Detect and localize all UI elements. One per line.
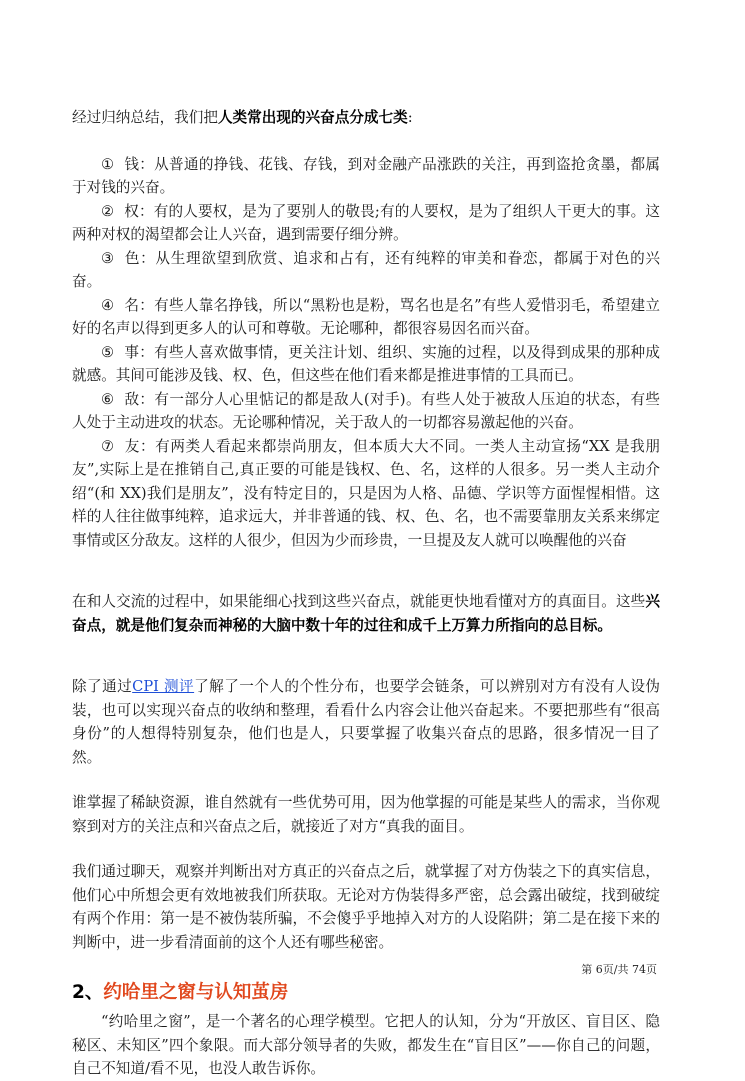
page-number-footer: 第 6页/共 74页 (581, 963, 657, 976)
list-item (72, 247, 660, 294)
paragraph-text: 了解了一个人的个性分布，也要学会链条，可以辨别对方有没有人设伪装，也可以实现兴奋点的收纳和整理，看看什么内容会让他兴奋起来。不要把那些有“很高身份”的人想得特别复杂，他们也是人，只要掌握了收集兴奋点的思路，很多情况一目了然。 (72, 678, 660, 766)
item-number: ③ (101, 249, 115, 267)
intro-colon: : (407, 109, 413, 126)
intro-text: 经过归纳总结，我们把 (72, 109, 218, 126)
list-item (72, 435, 660, 553)
item-text: 色：从生理欲望到欣赏、追求和占有，还有纯粹的审美和眷恋，都属于对色的兴奋。 (72, 249, 660, 290)
paragraph-bold-text: 兴奋点，就是他们复杂而神秘的大脑中数十年的过往和成千上万算力所指向的总目标。 (72, 593, 660, 634)
paragraph-text: 在和人交流的过程中，如果能细心找到这些兴奋点，就能更快地看懂对方的真面目。这些 (72, 593, 646, 610)
item-number: ⑦ (101, 437, 115, 455)
list-item (72, 388, 660, 435)
item-text: 敌：有一部分人心里惦记的都是敌人(对手)。有些人处于被敌人压迫的状态，有些人处于主动进攻的状态。无论哪种情况，关于敌人的一切都容易激起他的兴奋。 (72, 390, 661, 431)
section-number: 2、 (72, 982, 104, 1003)
section-heading (72, 980, 660, 1006)
cpi-assessment-link[interactable]: CPI 测评 (132, 678, 195, 695)
item-text: 权：有的人要权，是为了要别人的敬畏;有的人要权，是为了组织人干更大的事。这两种对权的渴望都会让人兴奋，遇到需要仔细分辨。 (72, 202, 661, 243)
list-item (72, 294, 660, 341)
item-number: ⑥ (101, 390, 115, 408)
item-number: ② (101, 202, 115, 220)
paragraph-disguise: 我们通过聊天，观察并判断出对方真正的兴奋点之后，就掌握了对方伪装之下的真实信息，他们心中所想会更有效地被我们所获取。无论对方伪装得多严密，总会露出破绽，找到破绽有两个作用：第一是不被伪装所骗，不会傻乎乎地掉入对方的人设陷阱；第二是在接下来的判断中，进一步看清面前的这个人还有哪些秘密。 (72, 863, 660, 951)
item-number: ① (101, 155, 115, 173)
paragraph-excitement-points (72, 590, 660, 637)
item-number: ④ (101, 296, 115, 314)
paragraph-text: 除了通过 (72, 678, 133, 695)
item-text: 名：有些人靠名挣钱，所以“黑粉也是粉，骂名也是名”有些人爱惜羽毛，希望建立好的名声以得到更多人的认可和尊敬。无论哪种，都很容易因名而兴奋。 (72, 296, 660, 337)
intro-paragraph (72, 106, 660, 130)
item-text: 钱：从普通的挣钱、花钱、存钱，到对金融产品涨跌的关注，再到盗抢贪墨，都属于对钱的兴奋。 (72, 155, 660, 196)
item-text: 友：有两类人看起来都崇尚朋友，但本质大大不同。一类人主动宣扬“XX 是我朋友”,实际上是在推销自己,真正要的可能是钱权、色、名，这样的人很多。另一类人主动介绍“(和 XX)我们是朋友”，没有特定目的，只是因为人格、品德、学识等方面惺惺相惜。这样的人往往做事纯粹，追求远大，并非普通的钱、权、色、名，也不需要靠朋友关系来绑定事情或区分敌友。这样的人很少，但因为少而珍贵，一旦提及友人就可以唤醒他的兴奋 (72, 437, 660, 549)
paragraph-scarce-resources: 谁掌握了稀缺资源，谁自然就有一些优势可用，因为他掌握的可能是某些人的需求，当你观察到对方的关注点和兴奋点之后，就接近了对方“真我的面目。 (72, 794, 660, 835)
item-number: ⑤ (101, 343, 115, 361)
list-item (72, 153, 660, 200)
category-list (72, 153, 660, 553)
paragraph-cpi (72, 675, 660, 769)
page-content (72, 106, 660, 1081)
section-title: 约哈里之窗与认知茧房 (103, 982, 289, 1003)
list-item (72, 200, 660, 247)
list-item (72, 341, 660, 388)
intro-bold-text: 人类常出现的兴奋点分成七类 (217, 109, 408, 126)
paragraph-johari-window: “约哈里之窗”，是一个著名的心理学模型。它把人的认知，分为“开放区、盲目区、隐秘区、未知区”四个象限。而大部分领导者的失败，都发生在“盲目区”——你自己的问题，自己不知道/看不见，也没人敢告诉你。 (72, 1013, 660, 1077)
item-text: 事：有些人喜欢做事情，更关注计划、组织、实施的过程，以及得到成果的那种成就感。其间可能涉及钱、权、色，但这些在他们看来都是推进事情的工具而已。 (72, 343, 660, 384)
